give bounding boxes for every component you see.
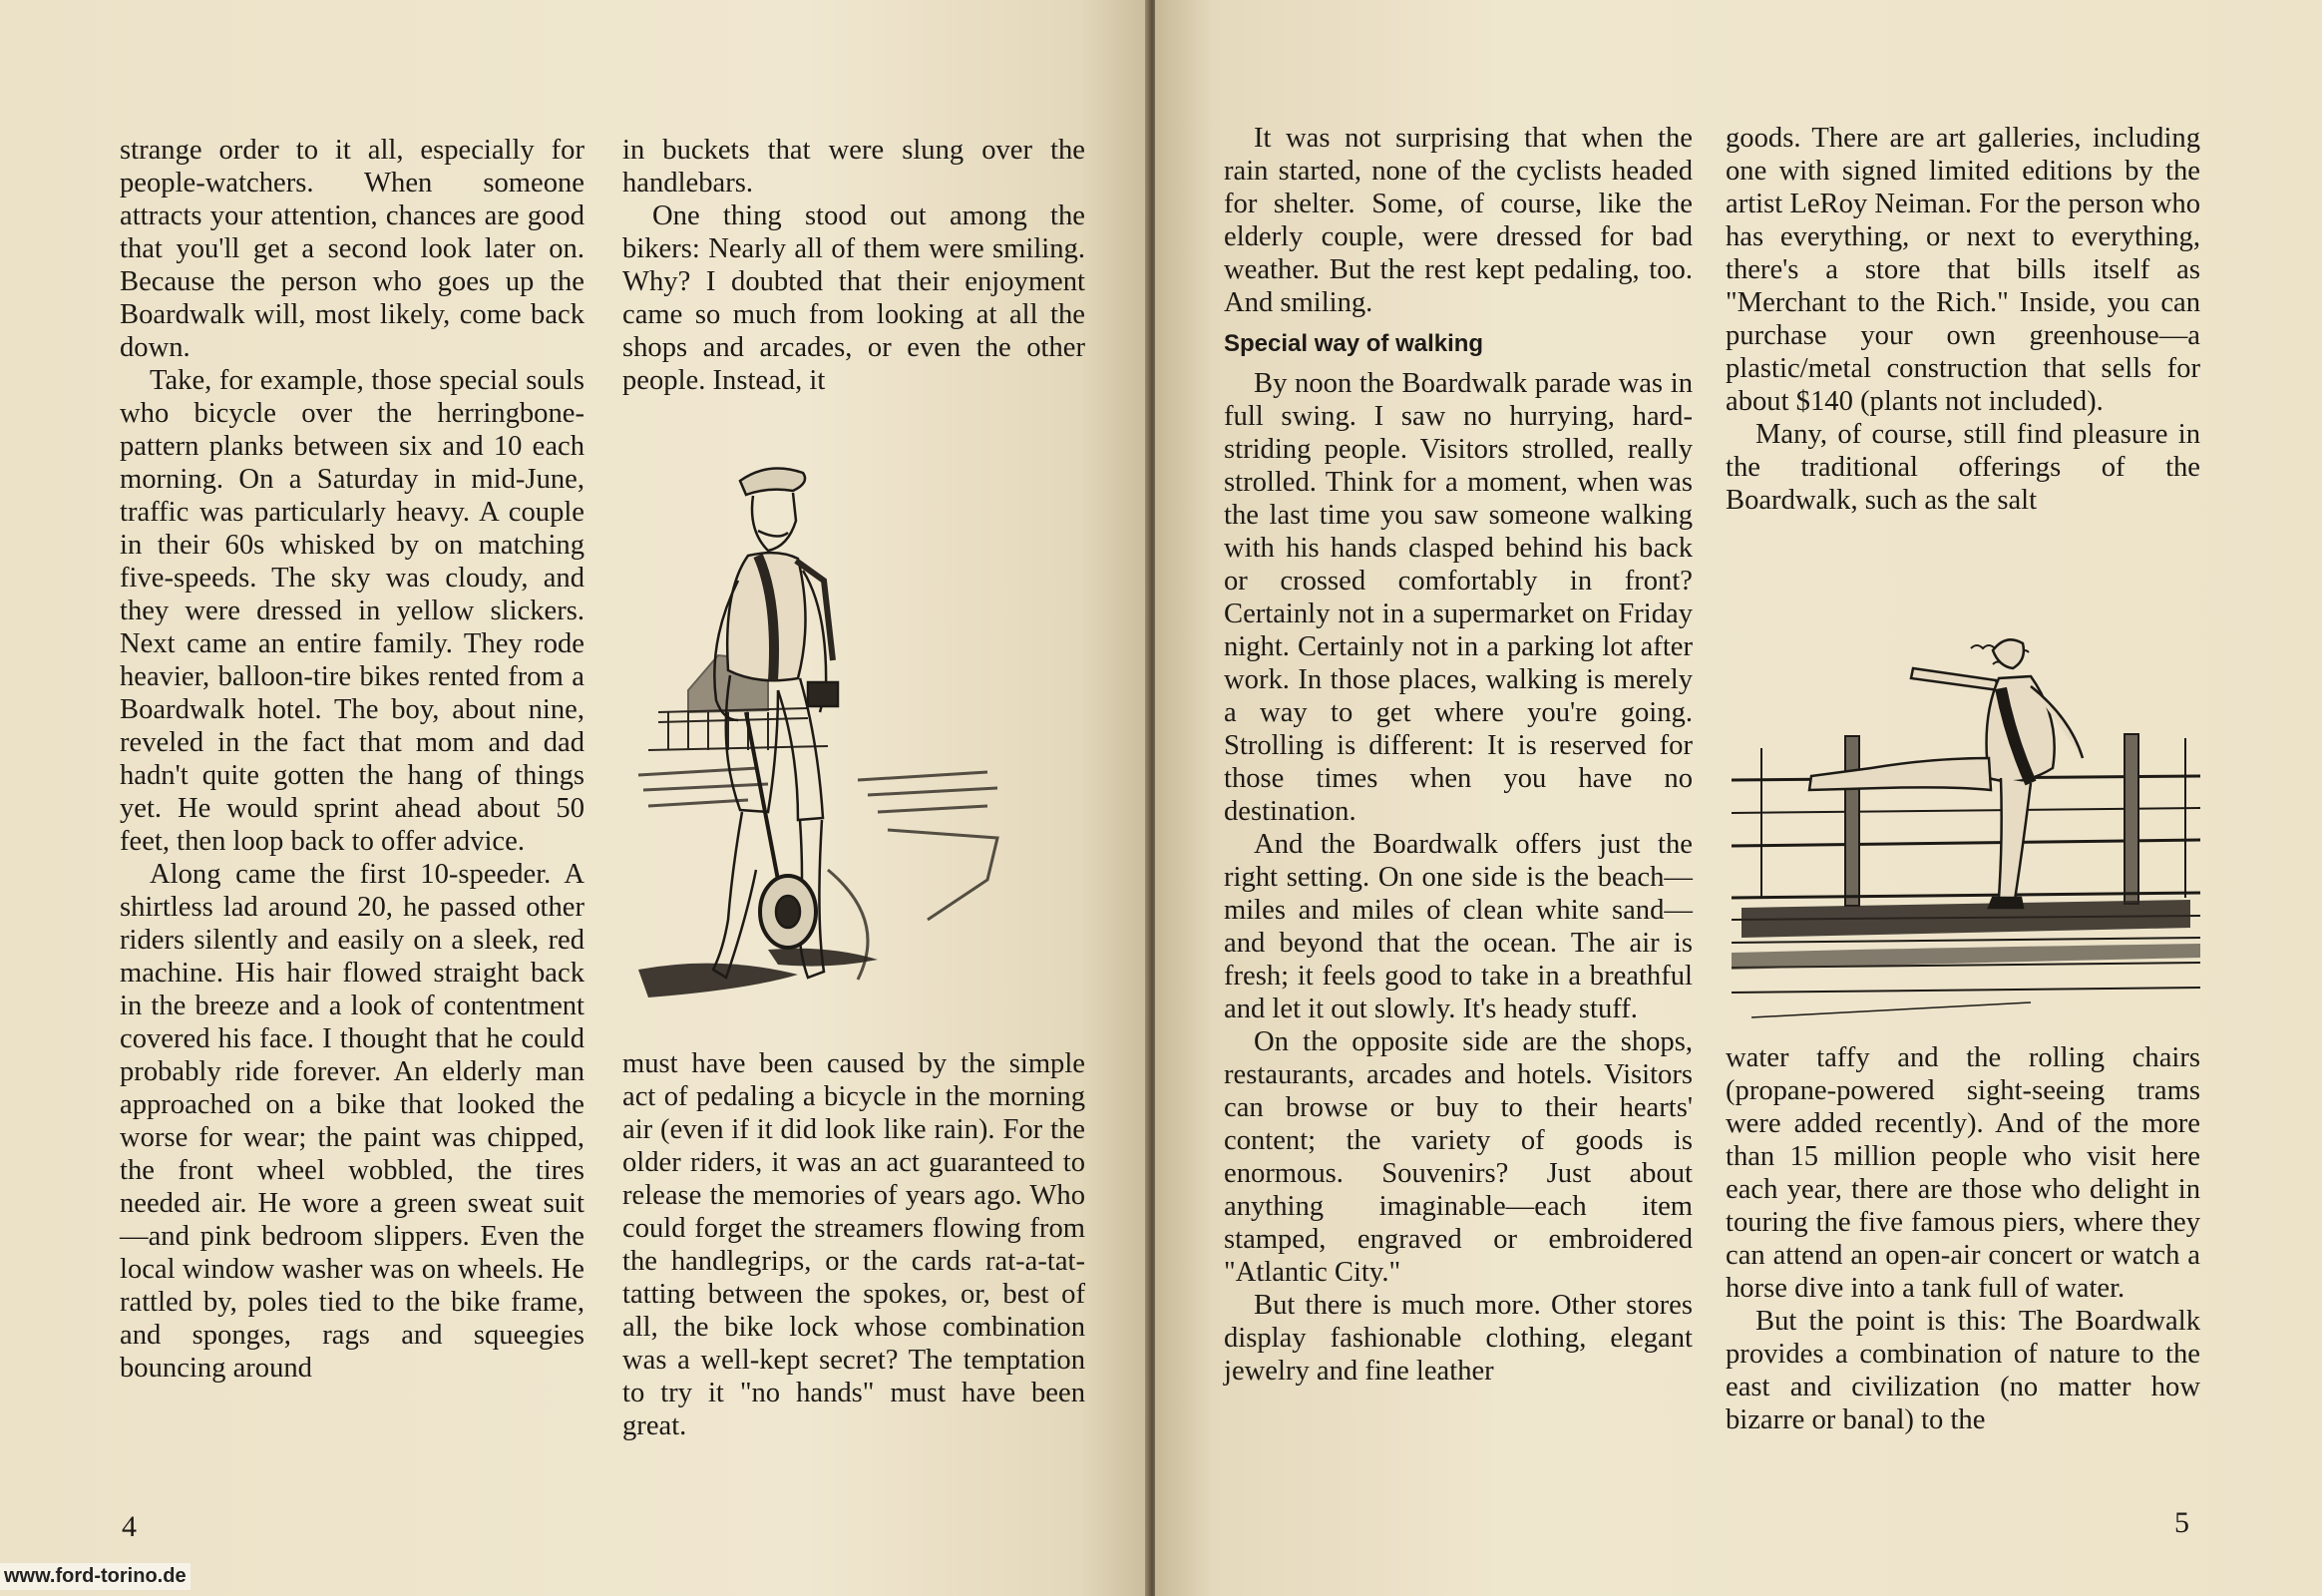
right-page-column-2-top — [1726, 122, 2200, 517]
paragraph: One thing stood out among the bikers: Nearly all of them were smiling. Why? I doubted that their enjoyment came so much from looking at all the shops and arcades, or even the other people. Instead, it — [622, 200, 1085, 396]
paragraph: in buckets that were slung over the handlebars. — [622, 135, 1085, 199]
right-page-column-1 — [1224, 122, 1693, 1388]
left-page-column-2-bottom — [622, 1047, 1085, 1442]
paragraph: goods. There are art galleries, including one with signed limited editions by the artist LeRoy Neiman. For the person who has everything, or next to everything, there's a store that bills itself as "Merchant to the Rich." Inside, you can purchase your own greenhouse—a plastic/metal construction that sells for about $140 (plants not included). — [1726, 123, 2200, 417]
left-page — [0, 0, 1149, 1596]
page-number-left: 4 — [122, 1510, 137, 1543]
paragraph: Along came the first 10-speeder. A shirtless lad around 20, he passed other riders silently and easily on a sleek, red machine. His hair flowed straight back in the breeze and a look of contentment covered his face. I thought that he could probably ride forever. An elderly man approached on a bike that looked the worse for wear; the paint was chipped, the front wheel wobbled, the tires needed air. He wore a green sweat suit—and pink bedroom slippers. Even the local window washer was on wheels. He rattled by, poles tied to the bike frame, and sponges, rags and squeegies bouncing around — [120, 859, 584, 1384]
paragraph: But there is much more. Other stores display fashionable clothing, elegant jewelry and fine leather — [1224, 1290, 1693, 1387]
paragraph: water taffy and the rolling chairs (propane-powered sight-seeing trams were added recently). And of the more than 15 million people who visit here each year, there are those who delight in touring the five famous piers, where they can attend an open-air concert or watch a horse dive into a tank full of water. — [1726, 1042, 2200, 1304]
paragraph: On the opposite side are the shops, restaurants, arcades and hotels. Visitors can browse or buy to their hearts' content; the variety of goods is enormous. Souvenirs? Just about anything imaginable—each item stamped, engraved or embroidered "Atlantic City." — [1224, 1026, 1693, 1288]
paragraph: must have been caused by the simple act of pedaling a bicycle in the morning air (even if it did look like rain). For the older riders, it was an act guaranteed to release the memories of years ago. Who could forget the streamers flowing from the handlegrips, or the cards rat-a-tat-tatting between the spokes, or, best of all, the bike lock whose combination was a well-kept secret? The temptation to try it "no hands" must have been great. — [622, 1048, 1085, 1441]
section-heading: Special way of walking — [1224, 330, 1484, 357]
cyclist-with-bike-lock-illustration — [628, 451, 1027, 1009]
paragraph: It was not surprising that when the rain started, none of the cyclists headed for shelter. Some, of course, like the elderly couple, were dressed for bad weather. But the rest kept pedaling, too. And smiling. — [1224, 123, 1693, 318]
left-page-column-1 — [120, 134, 584, 1385]
paragraph: By noon the Boardwalk parade was in full swing. I saw no hurrying, hard-striding people. Visitors strolled, really strolled. Think for a moment, when was the last time you saw someone walking with his hands clasped behind his back or crossed comfortably in front? Certainly not in a supermarket on Friday night. Certainly not in a parking lot after work. In those places, walking is merely a way to get where you're going. Strolling is different: It is reserved for those times when you have no destination. — [1224, 368, 1693, 827]
paragraph: And the Boardwalk offers just the right setting. On one side is the beach—miles and miles of clean white sand—and beyond that the ocean. The air is fresh; it feels good to take in a breathful and let it out slowly. It's heady stuff. — [1224, 829, 1693, 1024]
right-page — [1155, 0, 2322, 1596]
paragraph: Take, for example, those special souls who bicycle over the herringbone-pattern planks between six and 10 each morning. On a Saturday in mid-June, traffic was particularly heavy. A couple in their 60s whisked by on matching five-speeds. The sky was cloudy, and they were dressed in yellow slickers. Next came an entire family. They rode heavier, balloon-tire bikes rented from a Boardwalk hotel. The boy, about nine, reveled in the fact that mom and dad hadn't quite gotten the hang of things yet. He would sprint ahead about 50 feet, then loop back to offer advice. — [120, 365, 584, 857]
paragraph: But the point is this: The Boardwalk provides a combination of nature to the east and civilization (no matter how bizarre or banal) to the — [1726, 1306, 2200, 1435]
paragraph: Many, of course, still find pleasure in the traditional offerings of the Boardwalk, such as the salt — [1726, 419, 2200, 516]
page-number-right: 5 — [2174, 1506, 2189, 1539]
woman-doing-leg-stretch-at-railing-illustration — [1732, 608, 2200, 1027]
paragraph: strange order to it all, especially for people-watchers. When someone attracts your attention, chances are good that you'll get a second look later on. Because the person who goes up the Boardwalk will, most likely, come back down. — [120, 135, 584, 363]
left-page-column-2-top — [622, 134, 1085, 397]
website-watermark: www.ford-torino.de — [0, 1563, 191, 1590]
right-page-column-2-bottom — [1726, 1041, 2200, 1436]
